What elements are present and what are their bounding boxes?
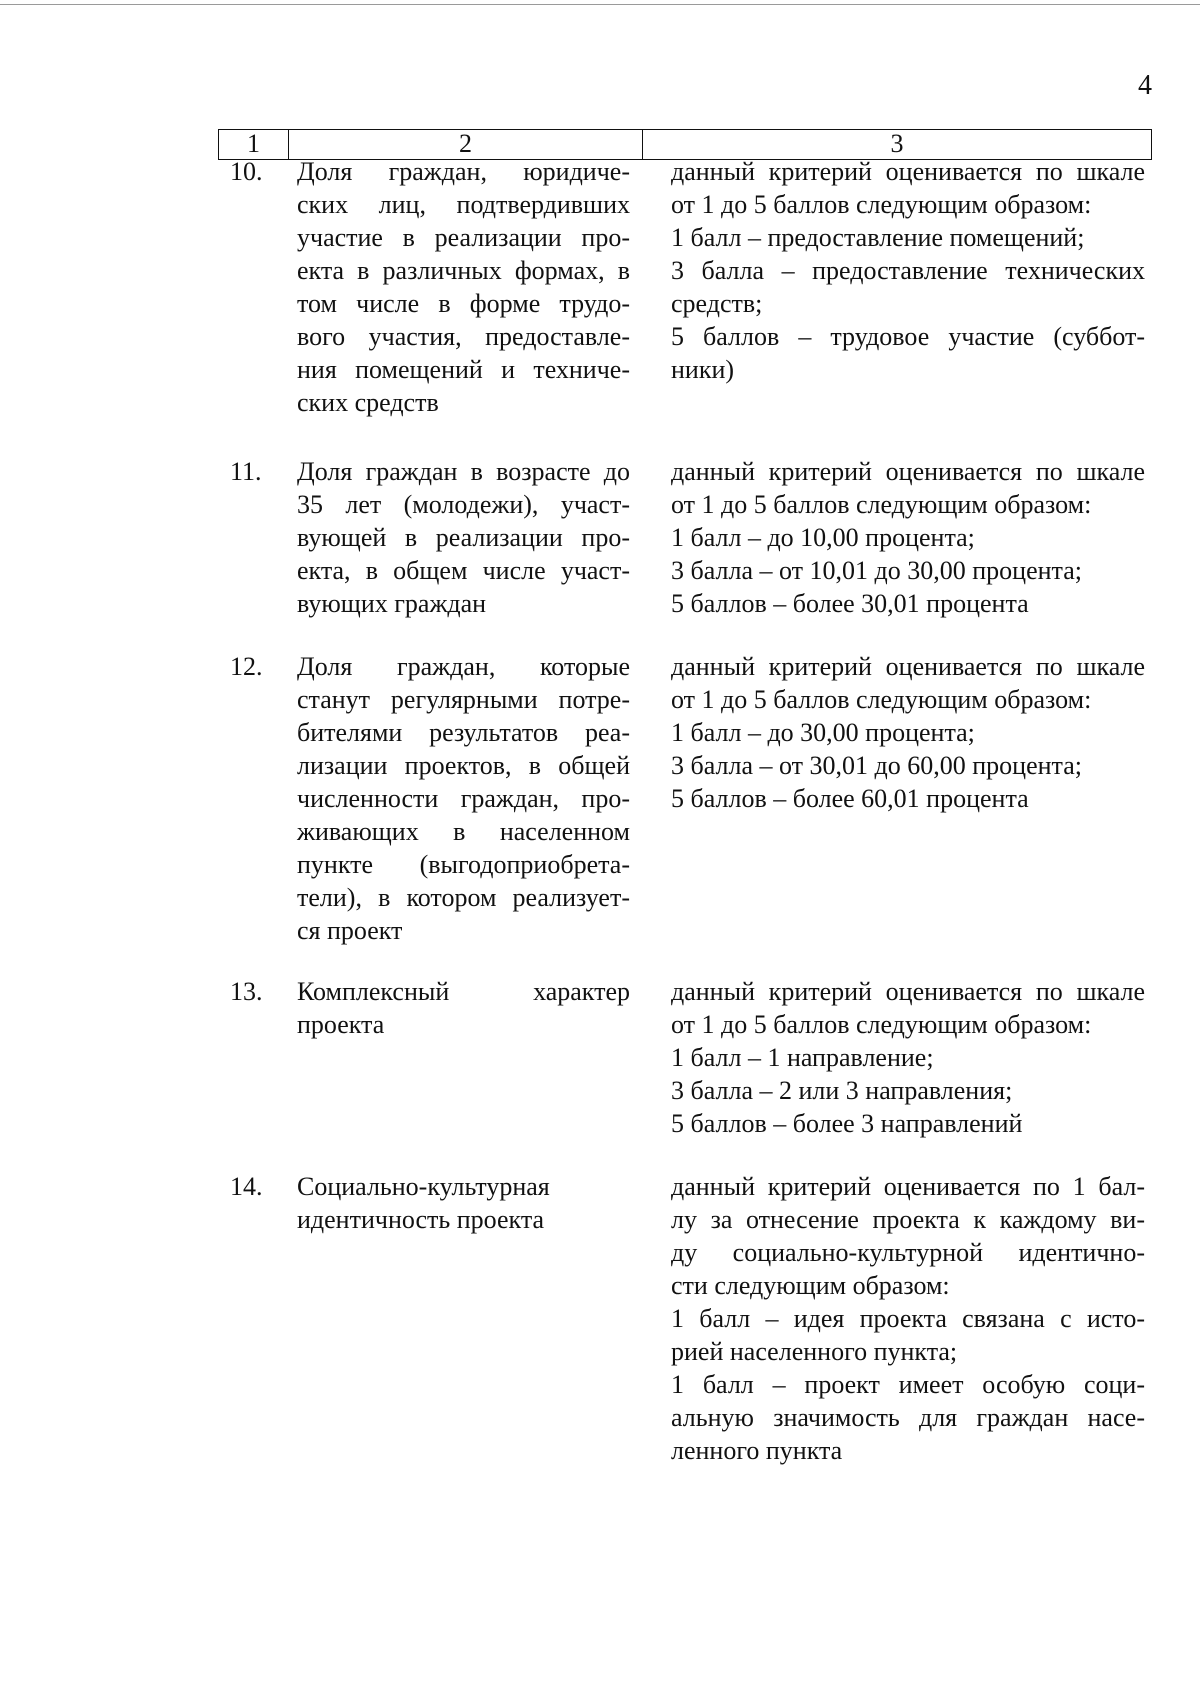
row-scale (671, 650, 1145, 815)
scale-line: данный критерий оценивается по шкале (671, 977, 1145, 1006)
criterion-line: Доля граждан, юридиче- (297, 157, 630, 186)
criterion-line: ся проект (297, 916, 403, 945)
criterion-line: ния помещений и техниче- (297, 355, 630, 384)
scan-edge-line (0, 4, 1200, 5)
row-scale (671, 975, 1145, 1140)
scale-line: 1 балл – до 10,00 процента; (671, 523, 975, 552)
criterion-line: екта в различных формах, в (297, 256, 630, 285)
criterion-line: том числе в форме трудо- (297, 289, 630, 318)
criterion-line: лизации проектов, в общей (297, 751, 630, 780)
scale-line: 1 балл – до 30,00 процента; (671, 718, 975, 747)
scale-line: данный критерий оценивается по шкале (671, 157, 1145, 186)
criterion-line: бителями результатов реа- (297, 718, 630, 747)
criterion-line: пункте (выгодоприобрета- (297, 850, 630, 879)
scale-line: средств; (671, 289, 763, 318)
scale-line: от 1 до 5 баллов следующим образом: (671, 685, 1092, 714)
scale-line: лу за отнесение проекта к каждому ви- (671, 1205, 1145, 1234)
scale-line: рией населенного пункта; (671, 1337, 958, 1366)
row-number: 11. (230, 457, 262, 486)
row-criterion (297, 1170, 630, 1236)
criterion-line: проекта (297, 1010, 385, 1039)
scale-line: 5 баллов – более 60,01 процента (671, 784, 1029, 813)
criterion-line: Доля граждан в возрасте до (297, 457, 630, 486)
criterion-line: Доля граждан, которые (297, 652, 630, 681)
criterion-line: вого участия, предоставле- (297, 322, 630, 351)
row-number: 10. (230, 157, 263, 186)
criterion-line: тели), в котором реализует- (297, 883, 630, 912)
row-criterion (297, 155, 630, 419)
row-scale (671, 455, 1145, 620)
scale-line: 1 балл – проект имеет особую соци- (671, 1370, 1145, 1399)
row-number: 14. (230, 1172, 263, 1201)
criterion-line: Комплексный характер (297, 977, 630, 1006)
criterion-line: вующей в реализации про- (297, 523, 630, 552)
header-col-2: 2 (289, 130, 643, 159)
scale-line: 3 балла – 2 или 3 направления; (671, 1076, 1013, 1105)
page-number: 4 (1138, 70, 1152, 101)
scale-line: ники) (671, 355, 735, 384)
criterion-line: 35 лет (молодежи), участ- (297, 490, 630, 519)
criterion-line: живающих в населенном (297, 817, 630, 846)
criterion-line: идентичность проекта (297, 1205, 545, 1234)
criterion-line: станут регулярными потре- (297, 685, 630, 714)
row-number: 13. (230, 977, 263, 1006)
criterion-line: участие в реализации про- (297, 223, 630, 252)
scale-line: ду социально-культурной идентично- (671, 1238, 1145, 1267)
header-col-3: 3 (890, 129, 904, 158)
scale-line: данный критерий оценивается по шкале (671, 652, 1145, 681)
row-number: 12. (230, 652, 263, 681)
criterion-line: Социально-культурная (297, 1172, 550, 1201)
scale-line: данный критерий оценивается по шкале (671, 457, 1145, 486)
scale-line: 5 баллов – более 30,01 процента (671, 589, 1029, 618)
scale-line: данный критерий оценивается по 1 бал- (671, 1172, 1145, 1201)
scale-line: 5 баллов – более 3 направлений (671, 1109, 1023, 1138)
scale-line: от 1 до 5 баллов следующим образом: (671, 190, 1092, 219)
row-scale (671, 1170, 1145, 1467)
criterion-line: вующих граждан (297, 589, 487, 618)
scale-line: от 1 до 5 баллов следующим образом: (671, 490, 1092, 519)
row-criterion (297, 975, 630, 1041)
row-criterion (297, 455, 630, 620)
criterion-line: ских средств (297, 388, 439, 417)
scale-line: 1 балл – идея проекта связана с исто- (671, 1304, 1145, 1333)
header-col-1: 1 (219, 130, 289, 159)
row-scale (671, 155, 1145, 386)
scale-line: 1 балл – 1 направление; (671, 1043, 934, 1072)
criterion-line: численности граждан, про- (297, 784, 630, 813)
scale-line: 3 балла – предоставление технических (671, 256, 1145, 285)
scale-line: 5 баллов – трудовое участие (суббот- (671, 322, 1145, 351)
scale-line: альную значимость для граждан насе- (671, 1403, 1145, 1432)
scale-line: от 1 до 5 баллов следующим образом: (671, 1010, 1092, 1039)
scale-line: ленного пункта (671, 1436, 843, 1465)
scale-line: 3 балла – от 30,01 до 60,00 процента; (671, 751, 1082, 780)
criterion-line: ских лиц, подтвердивших (297, 190, 630, 219)
criterion-line: екта, в общем числе участ- (297, 556, 630, 585)
scale-line: сти следующим образом: (671, 1271, 950, 1300)
scale-line: 3 балла – от 10,01 до 30,00 процента; (671, 556, 1082, 585)
scale-line: 1 балл – предоставление помещений; (671, 223, 1085, 252)
row-criterion (297, 650, 630, 947)
